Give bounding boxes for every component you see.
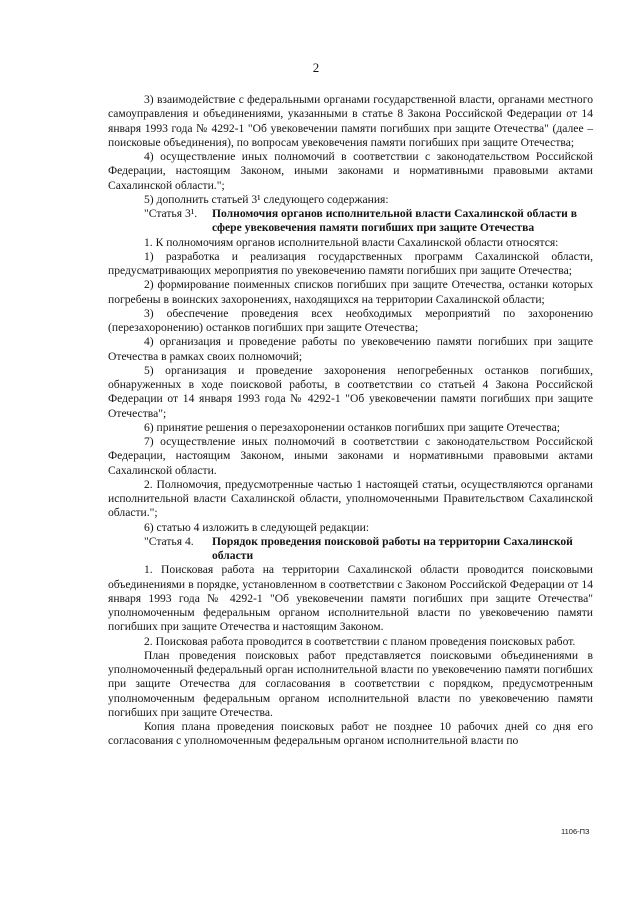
footer-code: 1106-ПЗ: [561, 827, 590, 836]
list-item: 7) осуществление иных полномочий в соответствии с законодательством Российской Федерации, настоящим Законом, иными законами и нормативными правовыми актами Сахалинской области.: [108, 435, 593, 477]
paragraph: 2. Поисковая работа проводится в соответствии с планом проведения поисковых работ.: [144, 634, 576, 648]
list-item: 3) обеспечение проведения всех необходимых мероприятий по захоронению (перезахоронению) останков погибших при защите Отечества;: [108, 306, 593, 334]
paragraph: 4) осуществление иных полномочий в соответствии с законодательством Российской Федерации, настоящим Законом, иными законами и нормативными правовыми актами Сахалинской области.";: [108, 150, 593, 192]
paragraph: 6) статью 4 изложить в следующей редакции:: [144, 520, 370, 534]
document-body: [108, 93, 593, 749]
paragraph: 2. Полномочия, предусмотренные частью 1 настоящей статьи, осуществляются органами исполнительной власти Сахалинской области, уполномоченными Правительством Сахалинской области.";: [108, 477, 593, 520]
list-item: 2) формирование поименных списков погибших при защите Отечества, останки которых погребены в воинских захоронениях, находящихся на территории Сахалинской области;: [108, 278, 593, 306]
article-label: "Статья 3¹.: [144, 207, 198, 220]
list-item: 5) организация и проведение захоронения непогребенных останков погибших, обнаруженных в ходе поисковой работы, в соответствии со статьей 4 Закона Российской Федерации от 14 января 1993 года № 4292-1 "Об увековечении памяти погибших при защите Отечества";: [108, 363, 593, 420]
article-title: Полномочия органов исполнительной власти Сахалинской области в сфере увековечения памяти погибших при защите Отечества: [212, 207, 577, 235]
list-item: 6) принятие решения о перезахоронении останков погибших при защите Отечества;: [144, 420, 560, 434]
page-number: 2: [312, 60, 320, 75]
paragraph: 1. Поисковая работа на территории Сахалинской области проводится поисковыми объединениями в порядке, установленном в соответствии с Законом Российской Федерации от 14 января 1993 года № 4292-1 "Об увековечении памяти погибших при защите Отечества" уполномоченным федеральным органом исполнительной власти по увековечению памяти погибших при защите Отечества и настоящим Законом.: [108, 563, 593, 634]
paragraph: 3) взаимодействие с федеральными органами государственной власти, органами местного самоуправления и объединениями, указанными в статье 8 Закона Российской Федерации от 14 января 1993 года № 4292-1 "Об увековечении памяти погибших при защите Отечества" (далее – поисковые объединения), по вопросам увековечения памяти погибших при защите Отечества;: [108, 93, 593, 149]
article-title: Порядок проведения поисковой работы на территории Сахалинской области: [212, 534, 573, 562]
paragraph: 1. К полномочиям органов исполнительной власти Сахалинской области относятся:: [144, 235, 559, 249]
list-item: 4) организация и проведение работы по увековечению памяти погибших при защите Отечества в рамках своих полномочий;: [108, 335, 593, 363]
paragraph: 5) дополнить статьей 3¹ следующего содержания:: [144, 192, 389, 206]
paragraph: Копия плана проведения поисковых работ не позднее 10 рабочих дней со дня его согласования с уполномоченным федеральным органом исполнительной власти по: [108, 720, 593, 748]
article-heading: [108, 207, 593, 236]
list-item: 1) разработка и реализация государственных программ Сахалинской области, предусматривающих мероприятия по увековечению памяти погибших при защите Отечества;: [108, 249, 593, 277]
article-heading: [108, 535, 593, 564]
paragraph: План проведения поисковых работ представляется поисковыми объединениями в уполномоченный федеральный орган исполнительной власти по увековечению памяти погибших при защите Отечества для согласования в соответствии с порядком, предусмотренным уполномоченным федеральным органом исполнительной власти по увековечению памяти погибших при защите Отечества.: [108, 648, 593, 719]
article-label: "Статья 4.: [144, 534, 194, 548]
